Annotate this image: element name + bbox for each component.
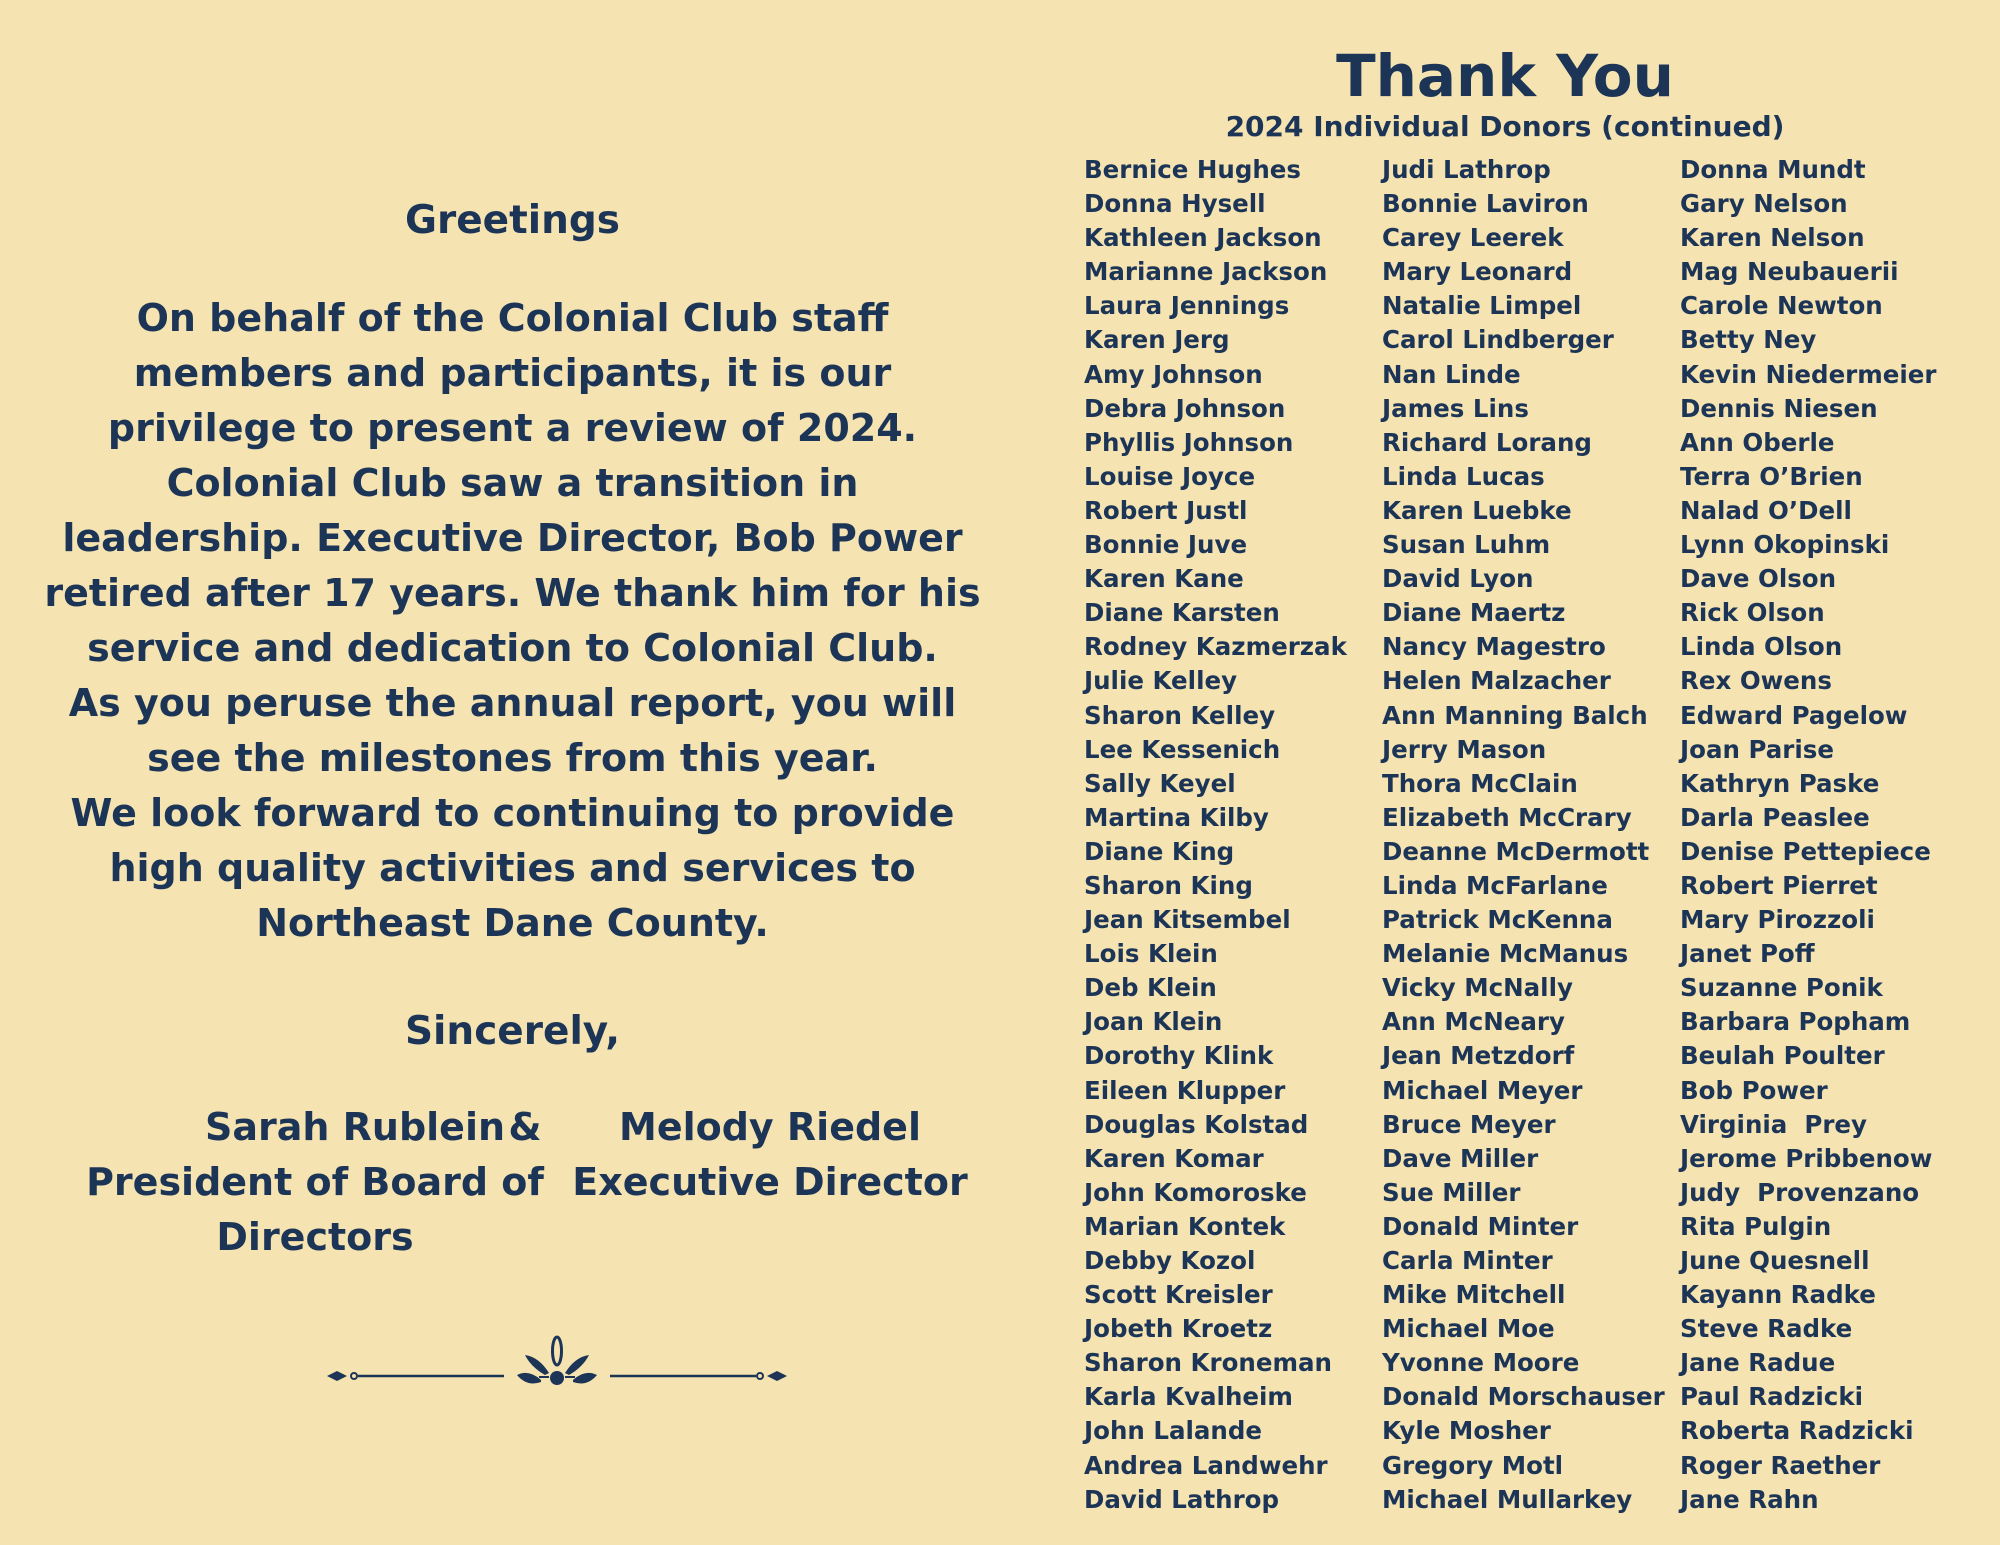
page-subtitle: 2024 Individual Donors (continued) — [1225, 110, 1785, 143]
donor-name: Lee Kessenich — [1084, 734, 1281, 764]
donor-name: Julie Kelley — [1084, 666, 1238, 696]
donor-column-3 — [1680, 153, 1937, 1517]
letter-paragraph: On behalf of the Colonial Club staff members and participants, it is our privilege to present a review of 2024. — [107, 296, 918, 450]
donor-name: Donna Hysell — [1084, 189, 1266, 219]
letter-paragraph: We look forward to continuing to provide high quality activities and services to Northeast Dane County. — [70, 791, 955, 945]
donor-name: Bob Power — [1680, 1075, 1828, 1105]
signatory-1-name: Sarah Rublein — [204, 1105, 506, 1149]
donor-name: Mary Leonard — [1382, 257, 1573, 287]
donor-name: Sally Keyel — [1084, 768, 1236, 798]
donor-name: Mike Mitchell — [1382, 1280, 1566, 1310]
signatory-2 — [565, 1100, 975, 1155]
flourish-divider-icon — [327, 1325, 787, 1385]
donor-name: Kevin Niedermeier — [1680, 359, 1937, 389]
donor-name: Judy Provenzano — [1680, 1177, 1920, 1207]
donor-name: Bruce Meyer — [1382, 1109, 1556, 1139]
donor-name: Michael Mullarkey — [1382, 1484, 1633, 1514]
donor-name: Scott Kreisler — [1084, 1280, 1273, 1310]
donor-name: Suzanne Ponik — [1680, 973, 1883, 1003]
donor-name: Robert Justl — [1084, 495, 1248, 525]
donor-name: Virginia Prey — [1680, 1109, 1868, 1139]
donor-name: Jean Metzdorf — [1382, 1041, 1575, 1071]
donor-name: Amy Johnson — [1084, 359, 1263, 389]
donor-name: Carey Leerek — [1382, 223, 1564, 253]
signatory-1-title: President of Board of Directors — [86, 1160, 544, 1259]
donor-name: Nan Linde — [1382, 359, 1521, 389]
donor-name: Kayann Radke — [1680, 1280, 1876, 1310]
donor-name: Dave Olson — [1680, 564, 1837, 594]
donor-name: Susan Luhm — [1382, 530, 1551, 560]
signature-ampersand: & — [508, 1105, 542, 1149]
donor-name: Douglas Kolstad — [1084, 1109, 1309, 1139]
donor-name: Marian Kontek — [1084, 1211, 1286, 1241]
donor-name: Elizabeth McCrary — [1382, 802, 1632, 832]
donor-name: Michael Moe — [1382, 1314, 1555, 1344]
donor-name: Linda Olson — [1680, 632, 1843, 662]
donor-name: Debra Johnson — [1084, 393, 1286, 423]
letter-body — [40, 291, 985, 951]
donor-name: Dennis Niesen — [1680, 393, 1878, 423]
signatory-2-title: Executive Director — [572, 1160, 968, 1204]
donor-name: June Quesnell — [1680, 1246, 1870, 1275]
donor-name: Yvonne Moore — [1382, 1348, 1580, 1378]
donor-name: Jobeth Kroetz — [1084, 1314, 1273, 1344]
donor-name: Karen Kane — [1084, 564, 1244, 594]
letter-closing: Sincerely, — [404, 1009, 621, 1054]
donor-name: Kathleen Jackson — [1084, 223, 1322, 253]
donor-name: Deb Klein — [1084, 973, 1217, 1003]
donor-name: Patrick McKenna — [1382, 905, 1613, 935]
letter-paragraph: As you peruse the annual report, you will see the milestones from this year. — [68, 681, 957, 780]
donor-name: Robert Pierret — [1680, 870, 1878, 900]
donor-name: Rick Olson — [1680, 598, 1825, 628]
donor-name: Dave Miller — [1382, 1143, 1539, 1173]
donor-name: Carla Minter — [1382, 1246, 1553, 1275]
donor-name: Roger Raether — [1680, 1450, 1881, 1480]
donor-name: Kyle Mosher — [1382, 1416, 1551, 1446]
page-title: Thank You — [1336, 42, 1674, 110]
donor-name: Edward Pagelow — [1680, 700, 1908, 730]
donor-name: Bernice Hughes — [1084, 155, 1302, 184]
donor-name: Diane Maertz — [1382, 598, 1566, 628]
donor-name: Paul Radzicki — [1680, 1382, 1864, 1412]
donor-name: Denise Pettepiece — [1680, 836, 1931, 866]
donor-name: Nancy Magestro — [1382, 632, 1606, 662]
donor-name: Linda McFarlane — [1382, 870, 1608, 900]
donor-name: Karen Nelson — [1680, 223, 1865, 253]
donor-name: Karen Luebke — [1382, 495, 1572, 525]
donor-name: Donna Mundt — [1680, 155, 1866, 184]
donor-name: Gregory Motl — [1382, 1450, 1564, 1480]
donor-name: Vicky McNally — [1382, 973, 1573, 1003]
donor-name: Jane Radue — [1680, 1348, 1836, 1378]
donor-name: Thora McClain — [1382, 768, 1578, 798]
donor-name: Helen Malzacher — [1382, 666, 1611, 696]
donor-column-2 — [1382, 153, 1665, 1517]
donor-name: Andrea Landwehr — [1084, 1450, 1328, 1480]
donor-name: Laura Jennings — [1084, 291, 1290, 321]
donor-name: Steve Radke — [1680, 1314, 1853, 1344]
letter-greeting: Greetings — [404, 198, 621, 243]
donor-name: Nalad O’Dell — [1680, 495, 1852, 525]
donor-name: Carol Lindberger — [1382, 325, 1614, 355]
donor-name: Natalie Limpel — [1382, 291, 1582, 321]
donor-name: Darla Peaslee — [1680, 802, 1870, 832]
donor-name: Marianne Jackson — [1084, 257, 1328, 287]
donor-name: Roberta Radzicki — [1680, 1416, 1914, 1446]
signatory-2-name: Melody Riedel — [619, 1105, 921, 1149]
letter-paragraph: Colonial Club saw a transition in leadership. Executive Director, Bob Power retired after 17 years. We thank him for his service and dedication to Colonial Club. — [44, 461, 981, 670]
donor-name: Martina Kilby — [1084, 802, 1269, 832]
donor-name: Sharon Kelley — [1084, 700, 1276, 730]
donor-name: Phyllis Johnson — [1084, 427, 1294, 457]
donor-name: Sue Miller — [1382, 1177, 1521, 1207]
donor-name: Michael Meyer — [1382, 1075, 1583, 1105]
donor-name: Gary Nelson — [1680, 189, 1848, 219]
donor-name: Rex Owens — [1680, 666, 1832, 696]
donor-name: Lois Klein — [1084, 939, 1218, 969]
donor-name: Janet Poff — [1680, 939, 1815, 969]
donor-name: Ann Manning Balch — [1382, 700, 1648, 730]
donor-name: David Lyon — [1382, 564, 1534, 594]
donor-name: Rodney Kazmerzak — [1084, 632, 1347, 662]
donor-name: Sharon Kroneman — [1084, 1348, 1332, 1378]
donor-name: Jerry Mason — [1382, 734, 1547, 764]
donor-name: Linda Lucas — [1382, 461, 1545, 491]
greeting-letter — [40, 0, 985, 1545]
donor-name: Bonnie Juve — [1084, 530, 1248, 560]
donor-name: Mary Pirozzoli — [1680, 905, 1875, 935]
donor-name: John Lalande — [1084, 1416, 1263, 1446]
donor-name: Karen Komar — [1084, 1143, 1264, 1173]
donor-name: Betty Ney — [1680, 325, 1817, 355]
donor-name: Donald Morschauser — [1382, 1382, 1665, 1412]
donor-name: Deanne McDermott — [1382, 836, 1650, 866]
donor-name: Karen Jerg — [1084, 325, 1230, 355]
donor-name: Beulah Poulter — [1680, 1041, 1885, 1071]
donor-name: Kathryn Paske — [1680, 768, 1880, 798]
donor-name: Melanie McManus — [1382, 939, 1629, 969]
donor-name: Debby Kozol — [1084, 1246, 1256, 1275]
donor-name: Jerome Pribbenow — [1680, 1143, 1933, 1173]
donor-name: Louise Joyce — [1084, 461, 1256, 491]
donor-name: Donald Minter — [1382, 1211, 1579, 1241]
donor-name: Bonnie Laviron — [1382, 189, 1589, 219]
donor-name: Diane Karsten — [1084, 598, 1280, 628]
donor-name: Richard Lorang — [1382, 427, 1592, 457]
donor-name: Barbara Popham — [1680, 1007, 1911, 1037]
donor-name: Lynn Okopinski — [1680, 530, 1890, 560]
donor-name: Rita Pulgin — [1680, 1211, 1832, 1241]
donor-name: Joan Parise — [1680, 734, 1834, 764]
donor-name: Ann Oberle — [1680, 427, 1835, 457]
donor-name: Diane King — [1084, 836, 1235, 866]
donor-name: Eileen Klupper — [1084, 1075, 1286, 1105]
donor-name: John Komoroske — [1084, 1177, 1307, 1207]
donor-name: Jane Rahn — [1680, 1484, 1819, 1514]
donor-name: Karla Kvalheim — [1084, 1382, 1293, 1412]
donor-name: Carole Newton — [1680, 291, 1883, 321]
donor-name: David Lathrop — [1084, 1484, 1280, 1514]
donor-name: Terra O’Brien — [1680, 461, 1863, 491]
donor-name: Dorothy Klink — [1084, 1041, 1274, 1071]
donor-name: James Lins — [1382, 393, 1529, 423]
donor-name: Ann McNeary — [1382, 1007, 1565, 1037]
donor-name: Mag Neubauerii — [1680, 257, 1899, 287]
donor-name: Jean Kitsembel — [1084, 905, 1291, 935]
donor-list — [1060, 0, 2000, 1545]
donor-name: Sharon King — [1084, 870, 1253, 900]
donor-name: Judi Lathrop — [1382, 155, 1551, 184]
donor-name: Joan Klein — [1084, 1007, 1223, 1037]
donor-column-1 — [1084, 153, 1347, 1517]
